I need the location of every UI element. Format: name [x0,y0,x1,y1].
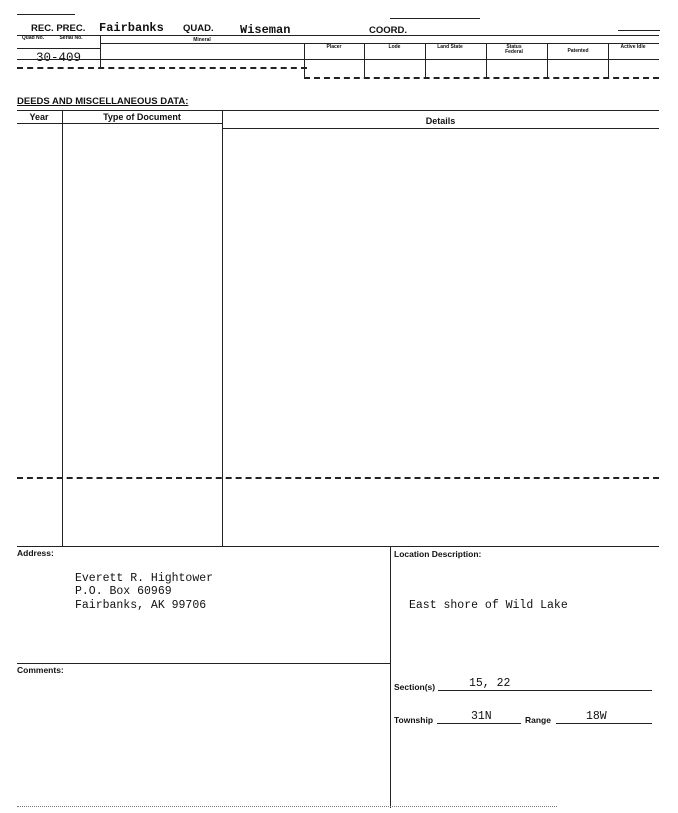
claim-bottom-dash-right [304,77,659,79]
location-description-value: East shore of Wild Lake [409,599,568,612]
section-value: 15, 22 [469,677,511,690]
range-label: Range [525,715,551,725]
deeds-col-sep-doc [222,110,223,546]
claim-col-sep [304,43,305,77]
claim-subheader-rule [100,43,659,44]
location-description-label: Location Description: [394,549,482,559]
deeds-dashed-rule [17,477,659,479]
doc-type-column-header: Type of Document [103,112,181,122]
header-rule-coord [390,18,480,19]
mineral-label: Mineral [193,37,211,43]
deeds-col-sep-year [62,110,63,546]
claim-mid-rule [17,59,659,60]
township-underline [437,723,521,724]
rec-prec-label: REC. PREC. [31,23,86,34]
deeds-header-rule-right [222,128,659,129]
address-label: Address: [17,548,54,558]
claim-col-sep [608,43,609,77]
section-underline [438,690,652,691]
quad-value: Wiseman [240,23,291,37]
claim-bottom-dash-left [17,67,307,69]
quad-label: QUAD. [183,23,214,34]
comments-top-rule [17,663,390,664]
lode-label: Lode [388,44,401,50]
claim-table-top-rule [17,35,659,36]
land-state-label: Land State [437,44,463,50]
claim-col-sep [425,43,426,77]
bottom-center-divider [390,546,391,808]
deeds-bottom-rule [17,546,659,547]
claim-col-sep [364,43,365,77]
range-underline [556,723,652,724]
active-idle-label: Active Idle [620,44,646,50]
claim-col-sep [486,43,487,77]
address-line-1: Everett R. Hightower [75,572,214,585]
header-rule-left [17,14,75,15]
scan-noise-line [17,806,557,807]
patented-label: Patented [567,48,589,54]
claim-col-sep [547,43,548,77]
range-value: 18W [586,710,607,723]
quad-no-label: Quad No. [21,35,45,41]
header-rule-right [618,30,660,31]
claim-number-rule [17,48,100,49]
deeds-header-rule-left [17,123,222,124]
year-column-header: Year [29,112,49,122]
deeds-section-title: DEEDS AND MISCELLANEOUS DATA: [17,96,189,107]
comments-label: Comments: [17,665,64,675]
coord-label: COORD. [369,25,407,36]
address-line-2: P.O. Box 60969 [75,585,172,598]
deeds-table-top-rule [17,110,659,111]
claim-number-value: 30-409 [36,51,82,65]
details-column-header: Details [425,116,456,126]
section-label: Section(s) [394,682,436,692]
placer-label: Placer [326,44,342,50]
serial-no-label: Serial No. [59,35,83,41]
township-label: Township [394,715,434,725]
rec-prec-value: Fairbanks [99,21,164,35]
township-value: 31N [471,710,492,723]
status-federal-label: Status Federal [505,44,523,55]
claim-col-sep [100,35,101,67]
address-line-3: Fairbanks, AK 99706 [75,599,207,612]
